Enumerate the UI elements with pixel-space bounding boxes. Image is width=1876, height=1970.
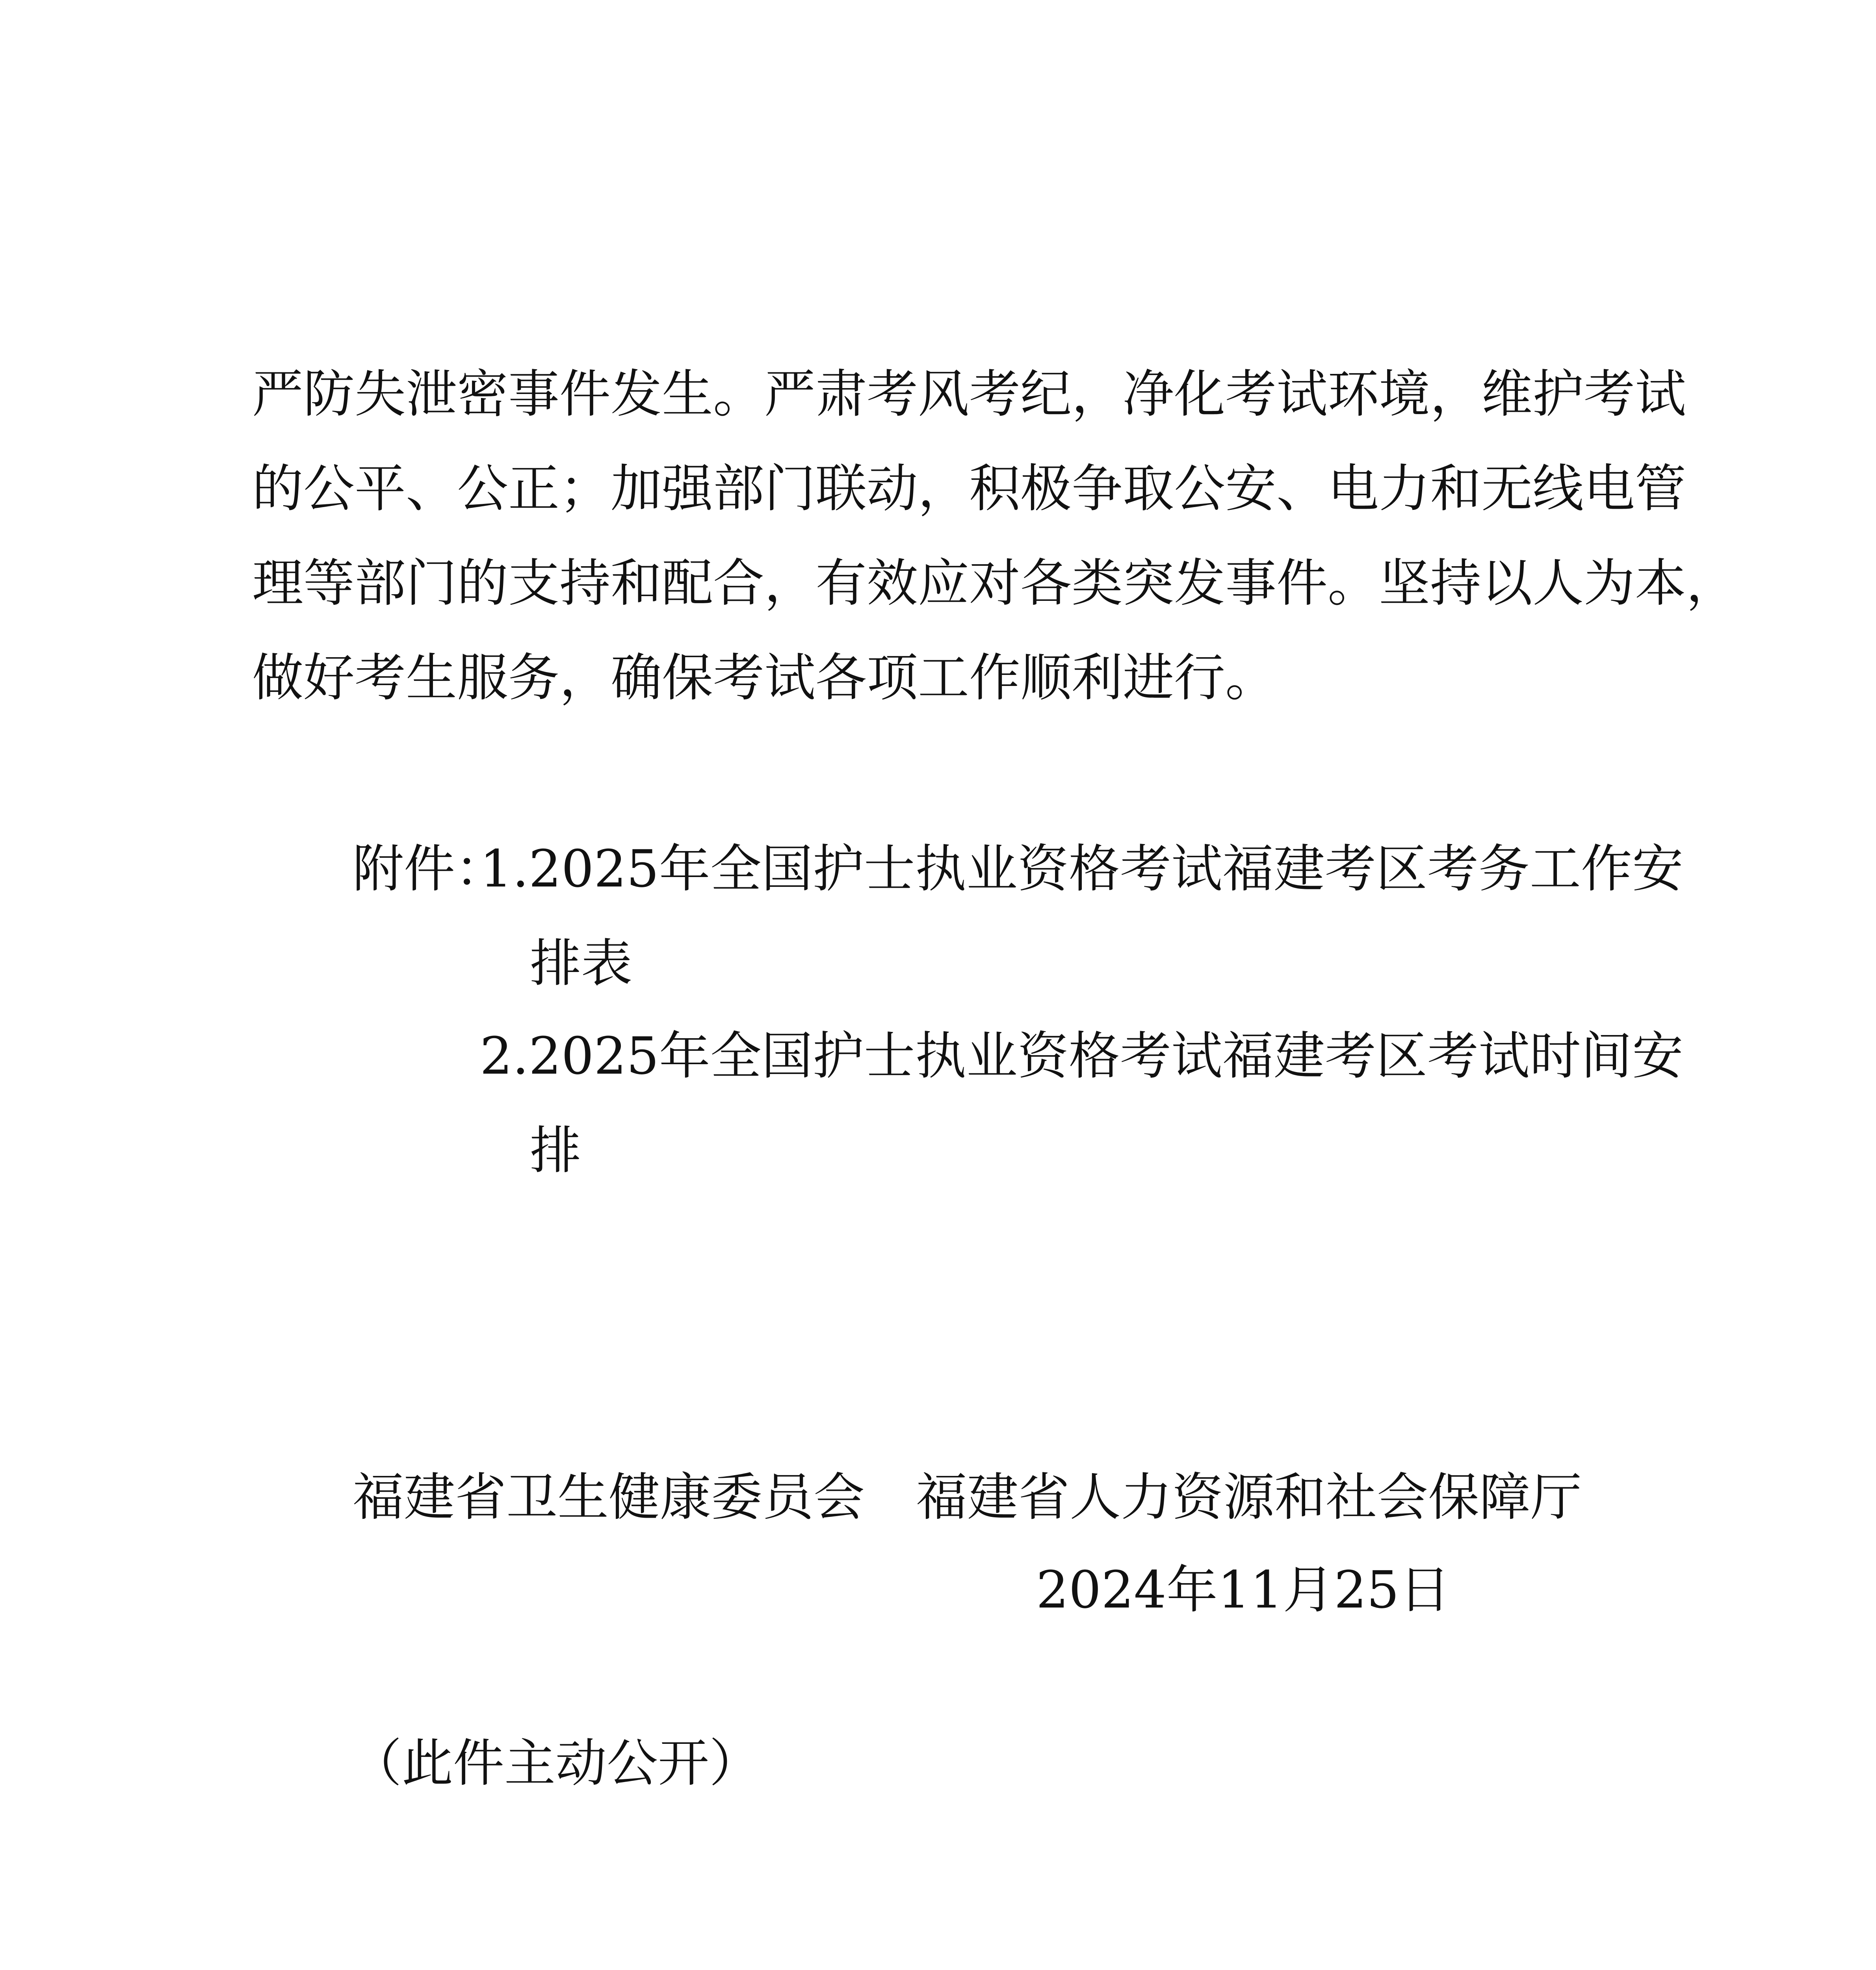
disclosure-note: （此件主动公开） <box>351 1733 761 1793</box>
issue-date: 2024年11月25日 <box>1036 1560 1451 1620</box>
body-line-3: 理等部门的支持和配合，有效应对各类突发事件。坚持以人为本， <box>252 553 1738 613</box>
attachment-item-1-continuation: 排表 <box>530 933 633 993</box>
body-line-4: 做好考生服务，确保考试各项工作顺利进行。 <box>252 648 1277 708</box>
attachment-item-2-continuation: 排 <box>530 1121 581 1180</box>
attachment-item-2: 2.2025年全国护士执业资格考试福建考区考试时间安 <box>480 1026 1683 1086</box>
body-line-1: 严防失泄密事件发生。严肃考风考纪，净化考试环境，维护考试 <box>252 364 1687 424</box>
issuing-organizations: 福建省卫生健康委员会 福建省人力资源和社会保障厅 <box>353 1467 1582 1527</box>
attachments-label: 附件： <box>353 839 507 899</box>
body-line-2: 的公平、公正；加强部门联动，积极争取公安、电力和无线电管 <box>252 459 1687 519</box>
attachment-item-1: 1.2025年全国护士执业资格考试福建考区考务工作安 <box>480 839 1683 899</box>
